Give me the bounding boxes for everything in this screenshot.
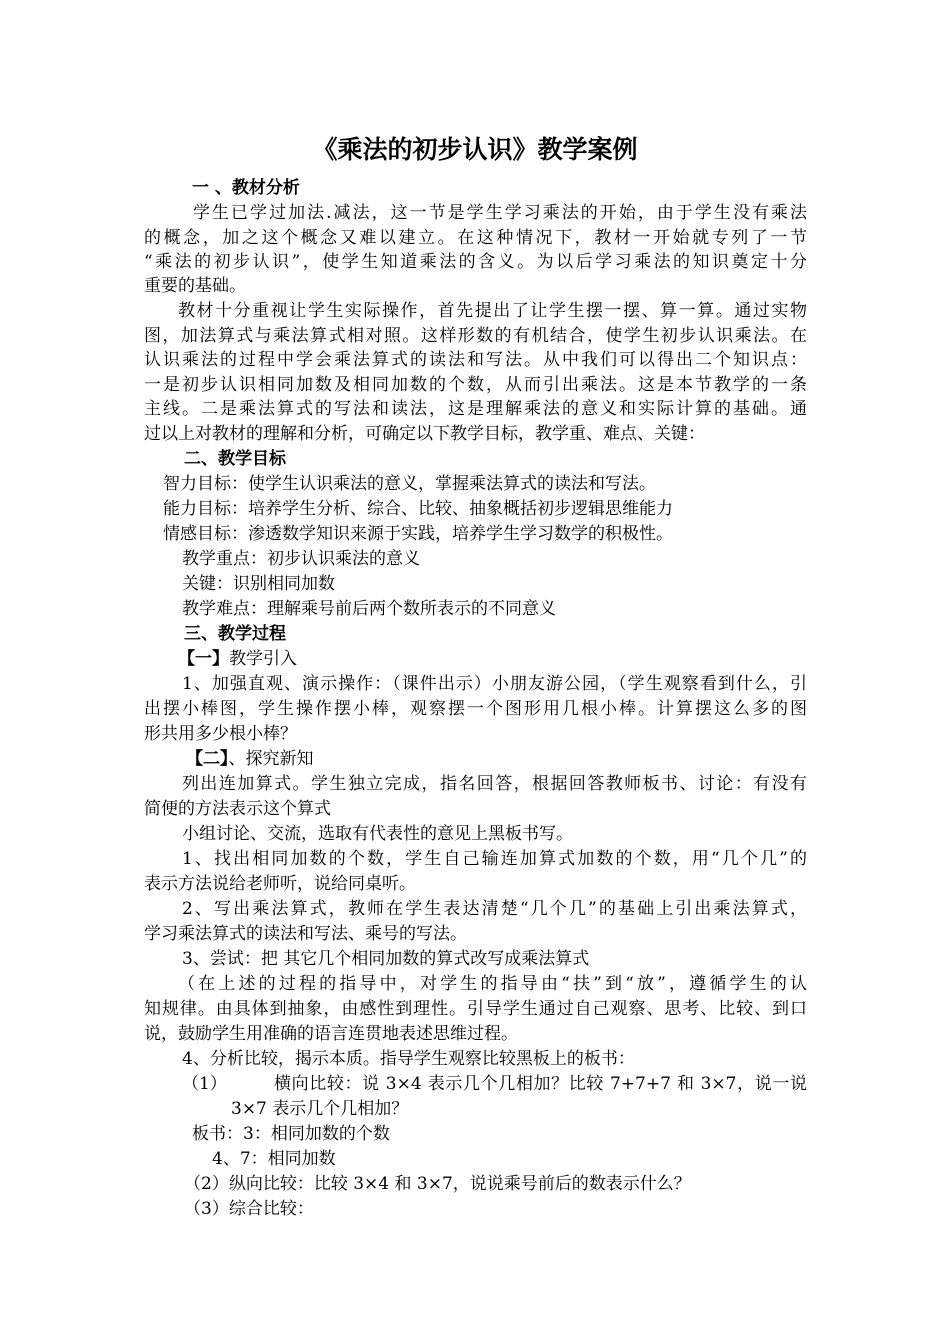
paragraph-line: 认识乘法的过程中学会乘法算式的读法和写法。从中我们可以得出二个知识点：	[144, 350, 807, 370]
compare-1-text: 横向比较：说 3×4 表示几个几相加？比较 7+7+7 和 3×7，说一说	[274, 1074, 807, 1094]
paragraph-line: （在上述的过程的指导中，对学生的指导由“扶”到“放”，遵循学生的认	[178, 974, 807, 994]
goal-emotional: 情感目标：渗透数学知识来源于实践，培养学生学习数学的积极性。	[163, 524, 673, 544]
part-one-label: 【一】	[178, 649, 229, 669]
paragraph-line: 1、加强直观、演示操作：（课件出示）小朋友游公园，（学生观察看到什么，引	[182, 674, 807, 694]
part-one-heading	[178, 647, 297, 671]
paragraph-line: 4、分析比较，揭示本质。指导学生观察比较黑板上的板书：	[182, 1049, 635, 1069]
paragraph-line: 知规律。由具体到抽象，由感性到理性。引导学生通过自己观察、思考、比较、到口	[144, 999, 807, 1019]
compare-1-continued: 3×7 表示几个几相加？	[231, 1099, 409, 1119]
part-two-title: 、探究新知	[228, 749, 314, 769]
compare-1-label: （1）	[182, 1074, 227, 1094]
paragraph-line: 图，加法算式与乘法算式相对照。这样形数的有机结合，使学生初步认识乘法。在	[144, 326, 807, 346]
teaching-difficulty: 教学难点：理解乘号前后两个数所表示的不同意义	[182, 599, 556, 619]
teaching-key-point: 教学重点：初步认识乘法的意义	[182, 549, 420, 569]
teaching-key: 关键：识别相同加数	[182, 574, 335, 594]
paragraph-line: 一是初步认识相同加数及相同加数的个数，从而引出乘法。这是本节教学的一条	[144, 375, 807, 395]
section-heading-goals: 二、教学目标	[184, 449, 286, 469]
section-heading-process: 三、教学过程	[184, 624, 286, 644]
paragraph-line: 形共用多少根小棒？	[144, 724, 297, 744]
paragraph-line: 主线。二是乘法算式的写法和读法，这是理解乘法的意义和实际计算的基础。通	[144, 399, 807, 419]
paragraph-line: 过以上对教材的理解和分析，可确定以下教学目标，教学重、难点、关键：	[144, 424, 705, 444]
part-one-title: 教学引入	[229, 649, 297, 669]
paragraph-line: 简便的方法表示这个算式	[144, 799, 331, 819]
paragraph-line: 学生已学过加法.减法，这一节是学生学习乘法的开始，由于学生没有乘法	[193, 203, 807, 223]
paragraph-line: 列出连加算式。学生独立完成，指名回答，根据回答教师板书、讨论：有没有	[182, 774, 807, 794]
part-two-heading	[186, 747, 314, 771]
paragraph-line: “乘法的初步认识”，使学生知道乘法的含义。为以后学习乘法的知识奠定十分	[144, 252, 807, 272]
paragraph-line: 说，鼓励学生用准确的语言连贯地表述思维过程。	[144, 1024, 518, 1044]
board-line-1: 板书：3：相同加数的个数	[192, 1124, 390, 1144]
board-line-2: 4、7：相同加数	[212, 1149, 336, 1169]
paragraph-line: 的概念，加之这个概念又难以建立。在这种情况下，教材一开始就专列了一节	[144, 228, 807, 248]
compare-3: （3）综合比较：	[184, 1199, 314, 1219]
paragraph-line: 学习乘法算式的读法和写法、乘号的写法。	[144, 924, 467, 944]
paragraph-line: 教材十分重视让学生实际操作，首先提出了让学生摆一摆、算一算。通过实物	[178, 301, 807, 321]
compare-2: （2）纵向比较：比较 3×4 和 3×7，说说乘号前后的数表示什么？	[184, 1174, 691, 1194]
paragraph-line: 表示方法说给老师听，说给同桌听。	[144, 874, 416, 894]
paragraph-line: 小组讨论、交流，选取有代表性的意见上黑板书写。	[182, 824, 573, 844]
paragraph-line: 2、写出乘法算式，教师在学生表达清楚“几个几”的基础上引出乘法算式，	[182, 899, 807, 919]
paragraph-line: 出摆小棒图，学生操作摆小棒，观察摆一个图形用几根小棒。计算摆这么多的图	[144, 699, 807, 719]
section-heading-analysis: 一 、教材分析	[192, 178, 300, 198]
part-two-label: 【二】	[186, 749, 229, 769]
paragraph-line: 重要的基础。	[144, 276, 246, 296]
paragraph-line: 1、找出相同加数的个数，学生自己输连加算式加数的个数，用“几个几”的	[182, 849, 807, 869]
goal-intellectual: 智力目标：使学生认识乘法的意义，掌握乘法算式的读法和写法。	[163, 474, 656, 494]
document-title: 《乘法的初步认识》教学案例	[312, 135, 638, 164]
goal-ability: 能力目标：培养学生分析、综合、比较、抽象概括初步逻辑思维能力	[163, 499, 673, 519]
paragraph-line: 3、尝试：把 其它几个相同加数的算式改写成乘法算式	[182, 949, 590, 969]
